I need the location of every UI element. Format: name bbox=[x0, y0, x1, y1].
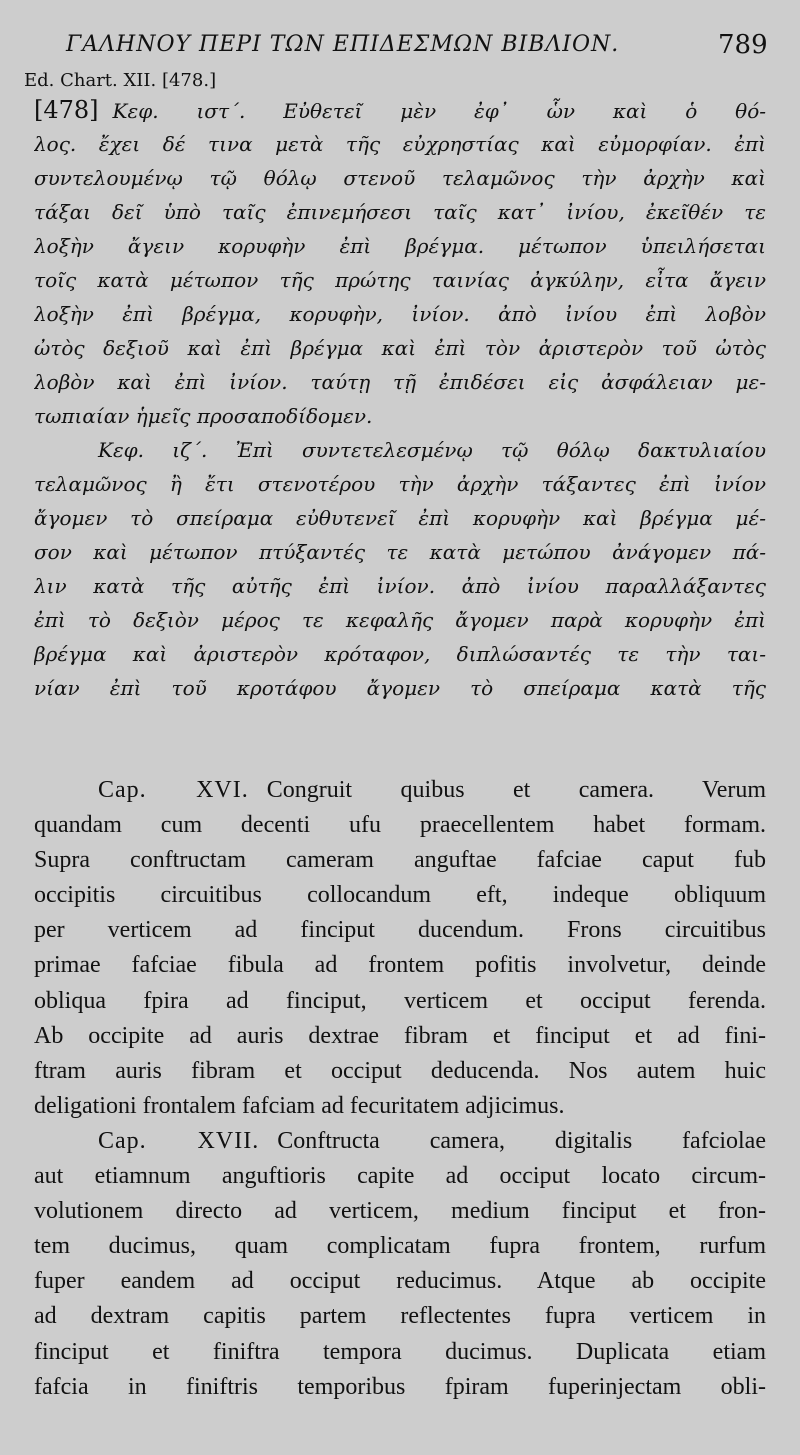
latin-line-text: Conftructa camera, digitalis fafciolae bbox=[277, 1127, 766, 1154]
latin-line-text: Congruit quibus et camera. Verum bbox=[266, 777, 766, 803]
latin-line: per verticem ad finciput ducendum. Frons circuitibus bbox=[34, 917, 766, 944]
latin-line: obliqua fpira ad finciput, verticem et occiput ferenda. bbox=[34, 987, 766, 1014]
latin-line: Ab occipite ad auris dextrae fibram et finciput et ad fini- bbox=[34, 1022, 766, 1049]
greek-text-block bbox=[34, 93, 766, 705]
running-head: ΓΑΛΗΝΟΥ ΠΕΡΙ ΤΩΝ ΕΠΙΔΕΣΜΩΝ ΒΙΒΛΙΟΝ. bbox=[66, 32, 620, 57]
latin-line: primae fafciae fibula ad frontem pofitis involvetur, deinde bbox=[34, 952, 766, 979]
greek-line bbox=[34, 93, 766, 127]
greek-line: τοῖς κατὰ μέτωπον τῆς πρώτης ταινίας ἀγκύλην, εἶτα ἄγειν bbox=[34, 268, 766, 292]
latin-line: quandam cum decenti ufu praecellentem habet formam. bbox=[34, 812, 766, 839]
latin-line: ad dextram capitis partem reflectentes fupra verticem in bbox=[34, 1303, 766, 1330]
greek-line: τελαμῶνος ἢ ἔτι στενοτέρου τὴν ἀρχὴν τάξαντες ἐπὶ ἰνίον bbox=[34, 472, 766, 496]
page-number: 789 bbox=[718, 30, 768, 60]
edition-note: Ed. Chart. XII. [478.] bbox=[24, 70, 217, 91]
greek-line-text: Κεφ. ιστ΄. Εὐθετεῖ μὲν ἐφ᾽ ὧν καὶ ὁ θό- bbox=[112, 99, 766, 123]
latin-line: ftram auris fibram et occiput deducenda. Nos autem huic bbox=[34, 1057, 766, 1084]
chapter-label: Cap. XVI. bbox=[98, 777, 249, 803]
greek-line: τωπιαίαν ἡμεῖς προσαποδίδομεν. bbox=[34, 404, 373, 428]
page-marker: [478] bbox=[34, 96, 99, 124]
greek-line: σον καὶ μέτωπον πτύξαντές τε κατὰ μετώπου ἀνάγομεν πά- bbox=[34, 540, 766, 564]
greek-line: ἐπὶ τὸ δεξιὸν μέρος τε κεφαλῆς ἄγομεν παρὰ κορυφὴν ἐπὶ bbox=[34, 608, 766, 632]
latin-line: Supra conftructam cameram anguftae fafciae caput fub bbox=[34, 847, 766, 874]
chapter-label: Cap. XVII. bbox=[98, 1127, 260, 1154]
greek-line: λοξὴν ἐπὶ βρέγμα, κορυφὴν, ἰνίον. ἀπὸ ἰνίου ἐπὶ λοβὸν bbox=[34, 302, 766, 326]
greek-line: βρέγμα καὶ ἀριστερὸν κρόταφον, διπλώσαντές τε τὴν ται- bbox=[34, 642, 766, 666]
greek-line: Κεφ. ιζ΄. Ἐπὶ συντετελεσμένῳ τῷ θόλῳ δακτυλιαίου bbox=[98, 438, 766, 462]
latin-line: tem ducimus, quam complicatam fupra frontem, rurfum bbox=[34, 1233, 766, 1260]
greek-line: ἄγομεν τὸ σπείραμα εὐθυτενεῖ ἐπὶ κορυφὴν καὶ βρέγμα μέ- bbox=[34, 506, 766, 530]
latin-line: finciput et finiftra tempora ducimus. Duplicata etiam bbox=[34, 1338, 766, 1365]
latin-line: volutionem directo ad verticem, medium finciput et fron- bbox=[34, 1198, 766, 1225]
greek-line: νίαν ἐπὶ τοῦ κροτάφου ἄγομεν τὸ σπείραμα κατὰ τῆς bbox=[34, 676, 766, 700]
greek-line: ὠτὸς δεξιοῦ καὶ ἐπὶ βρέγμα καὶ ἐπὶ τὸν ἀριστερὸν τοῦ ὠτὸς bbox=[34, 336, 766, 360]
greek-line: συντελουμένῳ τῷ θόλῳ στενοῦ τελαμῶνος τὴν ἀρχὴν καὶ bbox=[34, 166, 766, 190]
latin-line: fafcia in finiftris temporibus fpiram fuperinjectam obli- bbox=[34, 1373, 766, 1400]
latin-line bbox=[34, 1124, 766, 1159]
greek-line: λος. ἔχει δέ τινα μετὰ τῆς εὐχρηστίας καὶ εὐμορφίαν. ἐπὶ bbox=[34, 132, 766, 156]
latin-line: aut etiamnum anguftioris capite ad occiput locato circum- bbox=[34, 1163, 766, 1190]
greek-line: λιν κατὰ τῆς αὐτῆς ἐπὶ ἰνίον. ἀπὸ ἰνίου παραλλάξαντες bbox=[34, 574, 766, 598]
greek-line: τάξαι δεῖ ὑπὸ ταῖς ἐπινεμήσεσι ταῖς κατ᾽ ἰνίου, ἐκεῖθέν τε bbox=[34, 200, 766, 224]
latin-line: occipitis circuitibus collocandum eft, indeque obliquum bbox=[34, 882, 766, 909]
latin-text-block bbox=[34, 773, 766, 1405]
greek-line: λοξὴν ἄγειν κορυφὴν ἐπὶ βρέγμα. μέτωπον ὑπειλήσεται bbox=[34, 234, 766, 258]
latin-line: deligationi frontalem fafciam ad fecuritatem adjicimus. bbox=[34, 1092, 565, 1119]
latin-line: fuper eandem ad occiput reducimus. Atque ab occipite bbox=[34, 1268, 766, 1295]
latin-line bbox=[34, 773, 766, 808]
greek-line: λοβὸν καὶ ἐπὶ ἰνίον. ταύτῃ τῇ ἐπιδέσει εἰς ἀσφάλειαν με- bbox=[34, 370, 766, 394]
